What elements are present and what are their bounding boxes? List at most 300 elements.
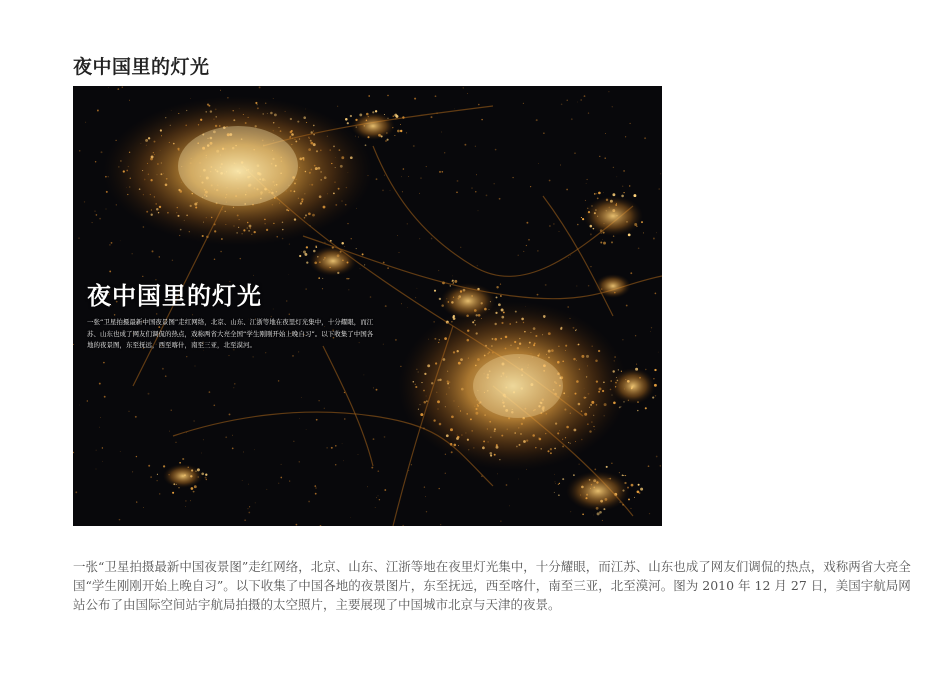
light-speck (324, 408, 325, 409)
light-speck (190, 500, 191, 501)
light-speck (367, 486, 368, 487)
light-speck (331, 447, 333, 449)
light-speck (577, 224, 579, 226)
light-speck (335, 464, 336, 465)
light-speck (233, 387, 234, 388)
light-speck (194, 365, 195, 366)
light-speck (103, 362, 105, 364)
light-speck (587, 179, 588, 180)
light-speck (94, 211, 95, 212)
light-speck (625, 136, 626, 137)
light-speck (371, 467, 373, 469)
light-speck (467, 93, 468, 94)
light-speck (434, 321, 435, 322)
light-speck (594, 193, 596, 195)
light-speck (600, 242, 602, 244)
light-speck (150, 476, 151, 477)
light-speck (536, 119, 538, 121)
light-speck (494, 183, 495, 184)
light-speck (518, 479, 519, 480)
article-caption: 一张“卫星拍摄最新中国夜景图”走红网络，北京、山东、江浙等地在夜里灯光集中，十分耀眼，而江苏、山东也成了网友们调侃的热点，戏称两省大亮全国“学生刚刚开始上晚自习”。以下收集了中国各地的夜景图片，东至抚远，西至喀什，南至三亚，北至漠河。图为 2010 年 12 月 27 日，美国宇航局网站公布了由国际空间站宇航局拍摄的太空照片，主要展现了中国城市北京与天津的夜景。 (73, 559, 911, 612)
light-speck (602, 239, 603, 240)
light-speck (567, 100, 568, 101)
light-speck (376, 178, 378, 180)
light-speck (109, 270, 111, 272)
light-speck (102, 461, 103, 462)
light-speck (523, 103, 524, 104)
light-speck (555, 483, 556, 484)
light-speck (79, 238, 80, 239)
light-speck (549, 180, 551, 182)
light-speck (335, 445, 337, 447)
light-speck (99, 383, 101, 385)
light-speck (75, 491, 77, 493)
light-speck (375, 507, 376, 508)
light-speck (108, 87, 109, 88)
light-speck (87, 400, 88, 401)
light-speck (605, 133, 606, 134)
light-speck (205, 474, 207, 476)
light-speck (128, 411, 129, 412)
light-speck (171, 410, 172, 411)
light-speck (249, 506, 250, 507)
light-speck (401, 303, 402, 304)
light-speck (99, 218, 101, 220)
light-speck (316, 419, 318, 421)
light-speck (464, 144, 466, 146)
light-speck (382, 190, 384, 192)
light-speck (172, 260, 173, 261)
light-speck (471, 188, 472, 189)
light-speck (584, 95, 586, 97)
light-speck (450, 285, 451, 286)
light-speck (220, 251, 222, 253)
light-speck (364, 375, 365, 376)
light-speck (512, 177, 513, 178)
light-speck (214, 259, 216, 261)
light-speck (136, 456, 137, 457)
light-speck (179, 462, 181, 464)
light-speck (387, 139, 389, 141)
light-speck (356, 248, 357, 249)
light-speck (172, 492, 174, 494)
light-speck (454, 280, 457, 283)
light-speck (288, 274, 289, 275)
light-speck (452, 281, 453, 282)
light-speck (99, 427, 100, 428)
light-speck (373, 438, 375, 440)
light-speck (225, 436, 227, 438)
light-speck (209, 391, 211, 393)
light-speck (157, 474, 158, 475)
light-speck (545, 284, 547, 286)
light-speck (394, 135, 395, 136)
light-speck (431, 116, 433, 118)
light-speck (254, 449, 255, 450)
light-speck (244, 520, 245, 521)
light-speck (343, 460, 344, 461)
light-speck (500, 283, 501, 284)
light-speck (395, 339, 397, 341)
light-speck (100, 417, 101, 418)
light-speck (658, 188, 660, 190)
light-speck (96, 450, 97, 451)
light-speck (573, 474, 575, 476)
light-speck (441, 132, 442, 133)
light-speck (296, 524, 298, 526)
light-speck (97, 110, 99, 112)
light-speck (308, 501, 310, 503)
light-speck (460, 247, 461, 248)
light-speck (193, 420, 194, 421)
light-speck (526, 222, 528, 224)
light-speck (419, 238, 420, 239)
light-speck (475, 191, 476, 192)
light-speck (265, 352, 266, 353)
light-speck (185, 506, 186, 507)
light-speck (554, 474, 555, 475)
light-speck (500, 521, 501, 522)
light-speck (644, 137, 646, 139)
light-speck (622, 186, 623, 187)
light-speck (157, 480, 158, 481)
light-speck (598, 192, 601, 195)
light-speck (299, 418, 300, 419)
light-speck (248, 484, 249, 485)
light-speck (344, 418, 345, 419)
light-speck (213, 404, 215, 406)
light-speck (628, 234, 631, 237)
light-speck (397, 235, 398, 236)
light-speck (475, 146, 476, 147)
light-speck (326, 447, 327, 448)
light-speck (116, 204, 117, 205)
light-speck (603, 192, 604, 193)
light-speck (119, 519, 121, 521)
light-speck (84, 201, 85, 202)
light-speck (175, 442, 176, 443)
light-speck (408, 470, 409, 471)
light-speck (362, 253, 364, 255)
light-speck (344, 246, 345, 247)
light-speck (577, 286, 578, 287)
light-speck (341, 242, 344, 245)
light-speck (129, 100, 130, 101)
light-speck (655, 395, 656, 396)
light-speck (376, 389, 378, 391)
light-speck (383, 344, 384, 345)
light-speck (623, 475, 624, 476)
light-speck (560, 165, 561, 166)
light-speck (585, 200, 586, 201)
light-speck (456, 192, 458, 194)
light-speck (299, 461, 300, 462)
light-speck (351, 238, 352, 239)
light-speck (136, 501, 137, 502)
light-speck (634, 497, 635, 498)
light-speck (242, 480, 243, 481)
light-speck (253, 356, 254, 357)
light-speck (477, 265, 478, 266)
light-speck (407, 307, 408, 308)
light-speck (379, 499, 380, 500)
light-speck (234, 383, 235, 384)
light-speck (454, 109, 455, 110)
light-speck (558, 484, 559, 485)
light-speck (247, 508, 248, 509)
light-speck (232, 448, 234, 450)
light-speck (303, 251, 306, 254)
light-speck (440, 524, 441, 525)
light-speck (496, 286, 498, 288)
light-speck (143, 226, 145, 228)
light-speck (652, 397, 654, 399)
light-speck (306, 246, 308, 248)
light-speck (622, 474, 624, 476)
light-speck (581, 217, 582, 218)
light-speck (185, 500, 187, 502)
light-speck (384, 175, 385, 176)
light-speck (132, 253, 133, 254)
light-speck (387, 95, 388, 96)
light-speck (631, 484, 634, 487)
light-speck (509, 505, 510, 506)
light-speck (660, 465, 661, 466)
light-speck (413, 145, 415, 147)
light-speck (220, 90, 221, 91)
light-speck (148, 393, 150, 395)
light-speck (438, 270, 439, 271)
light-speck (526, 245, 527, 246)
light-speck (579, 464, 580, 465)
light-speck (660, 173, 661, 174)
light-speck (605, 158, 606, 159)
light-speck (570, 511, 571, 512)
light-speck (347, 122, 349, 124)
light-speck (318, 400, 319, 401)
light-speck (377, 470, 379, 472)
light-speck (568, 257, 569, 258)
light-speck (639, 492, 641, 494)
light-speck (625, 475, 626, 476)
light-speck (655, 293, 657, 295)
light-speck (499, 198, 501, 200)
light-speck (406, 132, 407, 133)
light-speck (650, 331, 651, 332)
night-satellite-photo (73, 86, 662, 526)
light-speck (201, 453, 202, 454)
page-title: 夜中国里的灯光 (73, 56, 210, 78)
light-speck (350, 517, 351, 518)
light-speck (599, 511, 602, 514)
light-speck (528, 239, 530, 241)
light-speck (248, 512, 250, 514)
light-speck (345, 118, 348, 121)
light-speck (373, 387, 374, 388)
light-speck (96, 214, 98, 216)
light-speck (411, 464, 412, 465)
light-speck (637, 410, 638, 411)
light-speck (299, 255, 301, 257)
light-speck (619, 472, 620, 473)
light-speck (79, 150, 81, 152)
light-speck (580, 99, 582, 101)
light-speck (593, 515, 594, 516)
light-speck (243, 452, 244, 453)
light-speck (356, 208, 357, 209)
light-speck (658, 352, 659, 353)
light-speck (574, 152, 576, 154)
light-speck (104, 396, 106, 398)
light-speck (135, 416, 137, 418)
light-speck (537, 294, 539, 296)
light-speck (452, 276, 453, 277)
light-speck (415, 297, 416, 298)
light-speck (588, 112, 589, 113)
light-speck (390, 190, 391, 191)
light-speck (417, 288, 418, 289)
light-speck (612, 193, 615, 196)
light-speck (401, 176, 402, 177)
light-speck (106, 209, 107, 210)
light-speck (497, 474, 498, 475)
light-speck (442, 171, 444, 173)
light-speck (101, 151, 103, 153)
light-speck (403, 168, 405, 170)
light-speck (444, 152, 445, 153)
light-speck (567, 306, 569, 308)
light-speck (654, 369, 656, 371)
light-speck (358, 454, 359, 455)
light-speck (431, 238, 433, 240)
light-speck (364, 264, 365, 265)
light-speck (117, 88, 119, 90)
light-speck (419, 193, 420, 194)
light-speck (611, 241, 613, 243)
light-speck (190, 98, 191, 99)
light-speck (120, 240, 121, 241)
light-speck (255, 502, 256, 503)
light-speck (186, 356, 187, 357)
light-speck (602, 520, 603, 521)
light-speck (289, 244, 290, 245)
light-speck (635, 335, 636, 336)
light-speck (622, 339, 623, 340)
light-speck (559, 483, 560, 484)
light-speck (420, 177, 421, 178)
light-speck (79, 405, 80, 406)
light-speck (434, 290, 436, 292)
light-speck (205, 477, 207, 479)
light-speck (630, 123, 631, 124)
light-speck (384, 489, 386, 491)
light-speck (629, 185, 630, 186)
light-speck (616, 176, 617, 177)
light-speck (315, 245, 317, 247)
light-speck (590, 266, 591, 267)
light-speck (424, 486, 425, 487)
light-speck (630, 272, 632, 274)
light-speck (500, 295, 502, 297)
light-speck (385, 305, 387, 307)
light-speck (92, 222, 93, 223)
light-speck (132, 471, 133, 472)
light-speck (229, 413, 231, 415)
light-speck (653, 238, 655, 240)
light-speck (426, 511, 427, 512)
light-speck (315, 487, 316, 488)
light-speck (606, 466, 608, 468)
light-speck (626, 305, 628, 307)
light-speck (315, 493, 317, 495)
light-speck (611, 463, 612, 464)
light-speck (301, 397, 302, 398)
light-speck (397, 130, 400, 133)
light-speck (96, 469, 97, 470)
light-speck (407, 223, 408, 224)
light-speck (613, 167, 614, 168)
light-speck (191, 487, 194, 490)
light-speck (645, 407, 647, 409)
light-speck (561, 104, 563, 106)
light-speck (122, 87, 123, 88)
light-speck (453, 282, 454, 283)
light-speck (281, 464, 282, 465)
light-speck (621, 195, 624, 198)
light-speck (599, 156, 600, 157)
image-overlay-title: 夜中国里的灯光 (87, 282, 262, 310)
light-speck (628, 498, 630, 500)
light-speck (478, 104, 480, 106)
light-speck (640, 488, 643, 491)
light-speck (439, 488, 440, 489)
light-speck (165, 375, 167, 377)
light-speck (594, 469, 596, 471)
light-speck (586, 183, 587, 184)
light-speck (162, 368, 164, 370)
light-speck (278, 380, 280, 382)
light-speck (453, 283, 454, 284)
light-speck (73, 344, 74, 345)
light-speck (506, 484, 508, 486)
light-speck (301, 251, 302, 252)
light-speck (651, 327, 652, 328)
light-speck (638, 484, 640, 486)
light-speck (571, 118, 573, 120)
light-speck (463, 87, 464, 88)
light-speck (120, 451, 121, 452)
light-speck (496, 296, 498, 298)
light-speck (518, 255, 519, 256)
light-speck (478, 210, 479, 211)
light-speck (159, 256, 160, 257)
light-speck (106, 191, 108, 193)
light-speck (148, 465, 150, 467)
light-speck (292, 355, 294, 357)
light-speck (289, 481, 290, 482)
light-speck (314, 485, 316, 487)
light-speck (293, 441, 294, 442)
light-speck (400, 124, 401, 125)
light-speck (562, 478, 564, 480)
light-speck (554, 481, 555, 482)
light-speck (439, 171, 441, 173)
light-speck (435, 95, 437, 97)
light-speck (399, 252, 400, 253)
light-speck (523, 251, 524, 252)
light-speck (537, 250, 538, 251)
light-speck (486, 195, 488, 197)
